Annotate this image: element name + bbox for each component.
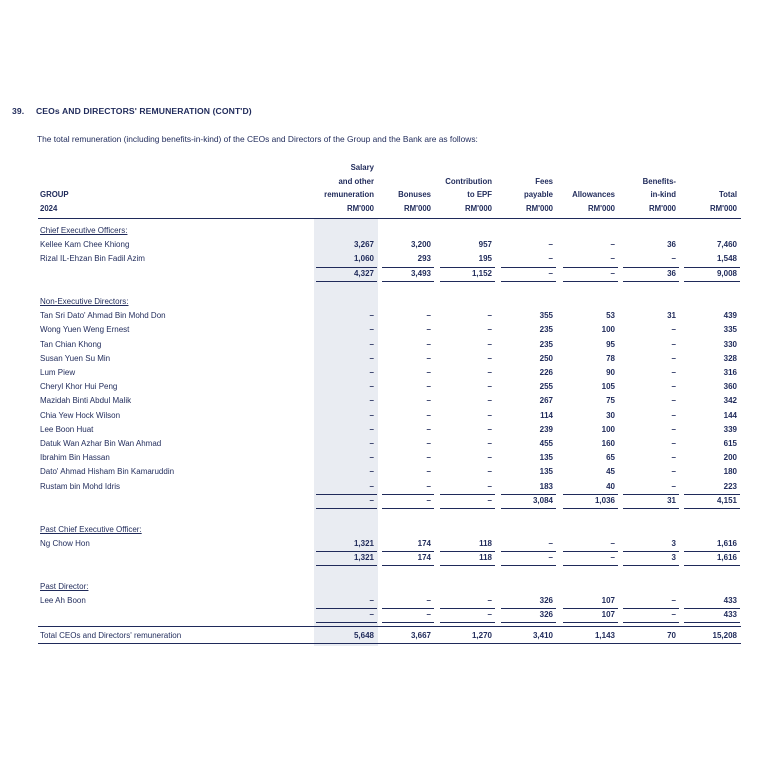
cell-value: –: [487, 311, 492, 321]
cell-value: –: [548, 240, 553, 250]
cell-value: –: [426, 339, 431, 349]
cell-value: –: [369, 353, 374, 363]
table-row: [0, 411, 768, 425]
cell-value: 1,321: [353, 553, 374, 563]
section-header-row: [0, 525, 768, 539]
subtotal-bottom-rule: [623, 281, 679, 282]
cell-value: –: [487, 353, 492, 363]
cell-value: –: [671, 596, 676, 606]
cell-value: 439: [723, 311, 737, 321]
subtotal-bottom-rule: [440, 622, 495, 623]
subtotal-bottom-rule: [440, 508, 495, 509]
subtotal-bottom-rule: [501, 281, 556, 282]
cell-value: –: [671, 325, 676, 335]
table-row: [0, 340, 768, 354]
cell-value: 31: [667, 495, 676, 505]
subtotal-bottom-rule: [684, 281, 740, 282]
cell-value: –: [369, 439, 374, 448]
cell-value: 4,327: [353, 268, 374, 278]
column-header-line: Total: [718, 190, 737, 199]
subtotal-top-rule: [501, 494, 556, 495]
subtotal-top-rule: [623, 551, 679, 552]
cell-value: –: [426, 382, 431, 392]
subtotal-bottom-rule: [316, 508, 377, 509]
subtotal-top-rule: [316, 494, 377, 495]
cell-value: –: [671, 610, 676, 620]
row-label: Chia Yew Hock Wilson: [40, 410, 121, 420]
column-header-line: RM'000: [465, 203, 492, 213]
row-label: Ibrahim Bin Hassan: [40, 453, 110, 463]
cell-value: –: [369, 596, 374, 606]
section-title: Past Chief Executive Officer:: [40, 525, 142, 534]
cell-value: 1,152: [471, 268, 492, 278]
table-row: [0, 467, 768, 481]
cell-value: 107: [601, 610, 615, 620]
cell-value: –: [426, 368, 431, 377]
subtotal-bottom-rule: [563, 565, 618, 566]
cell-value: –: [426, 424, 431, 434]
cell-value: 65: [606, 453, 615, 463]
cell-value: –: [610, 553, 615, 563]
cell-value: –: [671, 424, 676, 434]
cell-value: 75: [606, 396, 615, 406]
cell-value: 1,060: [353, 254, 374, 264]
cell-value: –: [487, 467, 492, 477]
cell-value: 3,200: [410, 240, 431, 250]
cell-value: 226: [539, 368, 553, 377]
cell-value: –: [610, 268, 615, 278]
cell-value: 200: [723, 453, 737, 463]
cell-value: –: [369, 325, 374, 335]
cell-value: 3: [671, 553, 676, 563]
cell-value: 3,493: [410, 268, 431, 278]
cell-value: –: [671, 254, 676, 264]
subtotal-top-rule: [684, 267, 740, 268]
section-title: Past Director:: [40, 582, 89, 591]
cell-value: –: [487, 453, 492, 463]
cell-value: –: [487, 382, 492, 392]
cell-value: –: [426, 610, 431, 620]
cell-value: 36: [667, 240, 676, 250]
cell-value: –: [426, 439, 431, 448]
cell-value: –: [426, 311, 431, 321]
cell-value: 326: [539, 610, 553, 620]
cell-value: –: [671, 339, 676, 349]
cell-value: –: [369, 467, 374, 477]
group-label: [40, 188, 69, 215]
subtotal-top-rule: [563, 494, 618, 495]
column-header-line: RM'000: [526, 203, 553, 213]
cell-value: –: [426, 596, 431, 606]
cell-value: –: [369, 396, 374, 406]
group-label-line: GROUP: [40, 190, 69, 199]
row-label: Tan Sri Dato' Ahmad Bin Mohd Don: [40, 311, 166, 321]
cell-value: 615: [723, 439, 737, 448]
cell-value: –: [548, 268, 553, 278]
cell-value: 95: [606, 339, 615, 349]
row-label: Total CEOs and Directors' remuneration: [40, 631, 182, 640]
column-header-line: Contribution: [445, 176, 492, 186]
row-label: Lum Piew: [40, 368, 76, 377]
cell-value: 355: [539, 311, 553, 321]
cell-value: 3,267: [353, 240, 374, 250]
subtotal-top-rule: [623, 608, 679, 609]
subtotal-top-rule: [382, 551, 434, 552]
section-header-row: [0, 226, 768, 240]
cell-value: –: [487, 339, 492, 349]
table-row: [0, 240, 768, 254]
column-header-line: RM'000: [710, 203, 737, 213]
cell-value: –: [548, 553, 553, 563]
cell-value: 135: [539, 453, 553, 463]
subtotal-top-rule: [440, 267, 495, 268]
subtotal-bottom-rule: [623, 622, 679, 623]
section-title: Chief Executive Officers:: [40, 226, 128, 235]
row-label: Kellee Kam Chee Khiong: [40, 240, 130, 250]
subtotal-bottom-rule: [501, 565, 556, 566]
cell-value: –: [426, 467, 431, 477]
subtotal-bottom-rule: [316, 281, 377, 282]
row-label: Dato' Ahmad Hisham Bin Kamaruddin: [40, 467, 175, 477]
table-row: [0, 453, 768, 467]
cell-value: –: [369, 610, 374, 620]
cell-value: 223: [723, 481, 737, 491]
subtotal-bottom-rule: [316, 622, 377, 623]
cell-value: 433: [723, 596, 737, 606]
cell-value: –: [369, 481, 374, 491]
subtotal-bottom-rule: [382, 281, 434, 282]
row-label: Lee Ah Boon: [40, 596, 86, 606]
column-header-line: in-kind: [650, 190, 676, 199]
cell-value: 267: [539, 396, 553, 406]
cell-value: 105: [601, 382, 615, 392]
cell-value: 30: [606, 410, 615, 420]
cell-value: –: [487, 596, 492, 606]
cell-value: –: [426, 325, 431, 335]
column-header-line: Bonuses: [398, 190, 431, 199]
cell-value: –: [487, 410, 492, 420]
column-header-line: Benefits-: [642, 176, 676, 186]
column-header-line: RM'000: [404, 203, 431, 213]
cell-value: 180: [723, 467, 737, 477]
cell-value: 107: [601, 596, 615, 606]
cell-value: 1,321: [353, 539, 374, 549]
cell-value: 1,616: [716, 539, 737, 549]
subtotal-top-rule: [684, 494, 740, 495]
row-label: Cheryl Khor Hui Peng: [40, 382, 118, 392]
subtotal-top-rule: [316, 267, 377, 268]
cell-value: 78: [606, 353, 615, 363]
column-header-line: remuneration: [324, 190, 374, 199]
cell-value: –: [610, 539, 615, 549]
cell-value: 339: [723, 424, 737, 434]
cell-value: –: [671, 439, 676, 448]
cell-value: 144: [723, 410, 737, 420]
grand-total-top-rule: [38, 626, 741, 627]
cell-value: 118: [479, 553, 492, 563]
column-header-line: RM'000: [588, 203, 615, 213]
cell-value: 100: [601, 325, 615, 335]
cell-value: 239: [539, 424, 553, 434]
cell-value: 7,460: [716, 240, 737, 250]
cell-value: 174: [417, 553, 431, 563]
subtotal-top-rule: [563, 267, 618, 268]
row-label: Datuk Wan Azhar Bin Wan Ahmad: [40, 439, 162, 448]
cell-value: –: [369, 339, 374, 349]
cell-value: 3,667: [410, 631, 431, 640]
intro-text: The total remuneration (including benefits-in-kind) of the CEOs and Directors of the Group and the Bank are as follows:: [37, 134, 478, 144]
table-row: [0, 311, 768, 325]
subtotal-top-rule: [316, 551, 377, 552]
section-heading: [12, 106, 252, 116]
cell-value: 36: [667, 268, 676, 278]
table-row: [0, 354, 768, 368]
subtotal-top-rule: [382, 494, 434, 495]
subtotal-top-rule: [440, 551, 495, 552]
cell-value: –: [548, 539, 553, 549]
subtotal-top-rule: [684, 608, 740, 609]
cell-value: 15,208: [712, 631, 737, 640]
cell-value: –: [671, 396, 676, 406]
cell-value: –: [487, 396, 492, 406]
cell-value: –: [671, 453, 676, 463]
cell-value: –: [487, 424, 492, 434]
cell-value: 328: [723, 353, 737, 363]
subtotal-bottom-rule: [563, 622, 618, 623]
cell-value: 3: [671, 539, 676, 549]
cell-value: –: [487, 610, 492, 620]
header-rule: [38, 218, 741, 219]
cell-value: 433: [723, 610, 737, 620]
column-header-line: Allowances: [572, 190, 615, 199]
subtotal-bottom-rule: [316, 565, 377, 566]
cell-value: 1,143: [594, 631, 615, 640]
subtotal-bottom-rule: [684, 622, 740, 623]
section-header-row: [0, 297, 768, 311]
subtotal-top-rule: [501, 608, 556, 609]
subtotal-top-rule: [316, 608, 377, 609]
cell-value: 53: [606, 311, 615, 321]
cell-value: 1,548: [716, 254, 737, 264]
cell-value: 360: [723, 382, 737, 392]
cell-value: –: [426, 396, 431, 406]
cell-value: –: [426, 410, 431, 420]
column-header-line: RM'000: [347, 203, 374, 213]
column-header-line: payable: [523, 190, 553, 199]
cell-value: 90: [606, 368, 615, 377]
cell-value: 4,151: [716, 495, 737, 505]
subtotal-bottom-rule: [623, 508, 679, 509]
section-title: CEOs AND DIRECTORS' REMUNERATION (CONT'D): [36, 106, 252, 116]
cell-value: –: [426, 495, 431, 505]
table-row: [0, 439, 768, 453]
subtotal-top-rule: [563, 551, 618, 552]
cell-value: 5,648: [353, 631, 374, 640]
column-header-line: and other: [338, 176, 374, 186]
cell-value: –: [610, 240, 615, 250]
cell-value: 118: [479, 539, 492, 549]
table-row: [0, 368, 768, 382]
cell-value: –: [671, 368, 676, 377]
subtotal-bottom-rule: [440, 281, 495, 282]
table-row: [0, 325, 768, 339]
cell-value: 342: [723, 396, 737, 406]
cell-value: –: [369, 382, 374, 392]
table-row: [0, 425, 768, 439]
cell-value: –: [671, 467, 676, 477]
grand-total-bottom-rule: [38, 643, 741, 644]
column-header-line: to EPF: [467, 190, 492, 199]
cell-value: 1,036: [594, 495, 615, 505]
cell-value: –: [487, 325, 492, 335]
cell-value: –: [369, 424, 374, 434]
cell-value: 1,270: [471, 631, 492, 640]
subtotal-bottom-rule: [684, 565, 740, 566]
cell-value: 235: [539, 325, 553, 335]
section-number: 39.: [12, 106, 25, 116]
cell-value: –: [671, 353, 676, 363]
column-header-line: RM'000: [649, 203, 676, 213]
cell-value: –: [548, 254, 553, 264]
cell-value: 195: [478, 254, 492, 264]
subtotal-bottom-rule: [440, 565, 495, 566]
cell-value: 3,410: [532, 631, 553, 640]
cell-value: 957: [478, 240, 492, 250]
cell-value: 293: [417, 254, 431, 264]
cell-value: –: [369, 495, 374, 505]
cell-value: –: [671, 481, 676, 491]
subtotal-top-rule: [382, 267, 434, 268]
cell-value: 160: [601, 439, 615, 448]
subtotal-top-rule: [501, 267, 556, 268]
cell-value: –: [487, 495, 492, 505]
subtotal-top-rule: [440, 608, 495, 609]
subtotal-top-rule: [563, 608, 618, 609]
cell-value: 3,084: [532, 495, 553, 505]
cell-value: 183: [539, 481, 553, 491]
section-header-row: [0, 582, 768, 596]
subtotal-bottom-rule: [684, 508, 740, 509]
row-label: Susan Yuen Su Min: [40, 353, 111, 363]
cell-value: 455: [539, 439, 553, 448]
cell-value: 330: [723, 339, 737, 349]
group-label-line: 2024: [40, 203, 58, 213]
cell-value: –: [426, 481, 431, 491]
cell-value: –: [369, 410, 374, 420]
subtotal-top-rule: [623, 267, 679, 268]
subtotal-bottom-rule: [382, 622, 434, 623]
cell-value: 31: [667, 311, 676, 321]
subtotal-bottom-rule: [623, 565, 679, 566]
column-header-line: Fees: [535, 176, 553, 186]
cell-value: 174: [417, 539, 431, 549]
cell-value: –: [369, 368, 374, 377]
subtotal-bottom-rule: [382, 508, 434, 509]
cell-value: –: [671, 410, 676, 420]
row-label: Lee Boon Huat: [40, 424, 94, 434]
row-label: Tan Chian Khong: [40, 339, 102, 349]
subtotal-top-rule: [440, 494, 495, 495]
cell-value: 335: [723, 325, 737, 335]
row-label: Rustam bin Mohd Idris: [40, 481, 121, 491]
section-title: Non-Executive Directors:: [40, 297, 129, 306]
cell-value: –: [426, 353, 431, 363]
row-label: Rizal IL-Ehzan Bin Fadil Azim: [40, 254, 145, 264]
cell-value: –: [487, 481, 492, 491]
cell-value: 250: [539, 353, 553, 363]
subtotal-bottom-rule: [501, 622, 556, 623]
cell-value: 255: [539, 382, 553, 392]
cell-value: 326: [539, 596, 553, 606]
subtotal-top-rule: [382, 608, 434, 609]
cell-value: 114: [540, 410, 553, 420]
subtotal-bottom-rule: [382, 565, 434, 566]
cell-value: 45: [606, 467, 615, 477]
cell-value: 235: [539, 339, 553, 349]
table-row: [0, 396, 768, 410]
subtotal-top-rule: [501, 551, 556, 552]
cell-value: –: [671, 382, 676, 392]
cell-value: 316: [723, 368, 737, 377]
cell-value: 100: [601, 424, 615, 434]
subtotal-top-rule: [684, 551, 740, 552]
column-header-line: Salary: [350, 163, 374, 172]
cell-value: –: [426, 453, 431, 463]
cell-value: 1,616: [716, 553, 737, 563]
table-row: [0, 382, 768, 396]
column-header: [657, 188, 737, 215]
cell-value: 135: [539, 467, 553, 477]
cell-value: 9,008: [716, 268, 737, 278]
subtotal-bottom-rule: [501, 508, 556, 509]
subtotal-bottom-rule: [563, 508, 618, 509]
row-label: Mazidah Binti Abdul Malik: [40, 396, 132, 406]
subtotal-top-rule: [623, 494, 679, 495]
cell-value: 70: [667, 631, 676, 640]
row-label: Ng Chow Hon: [40, 539, 90, 549]
cell-value: –: [369, 453, 374, 463]
row-label: Wong Yuen Weng Ernest: [40, 325, 130, 335]
cell-value: –: [369, 311, 374, 321]
cell-value: –: [487, 368, 492, 377]
subtotal-bottom-rule: [563, 281, 618, 282]
cell-value: 40: [606, 481, 615, 491]
cell-value: –: [487, 439, 492, 448]
cell-value: –: [610, 254, 615, 264]
